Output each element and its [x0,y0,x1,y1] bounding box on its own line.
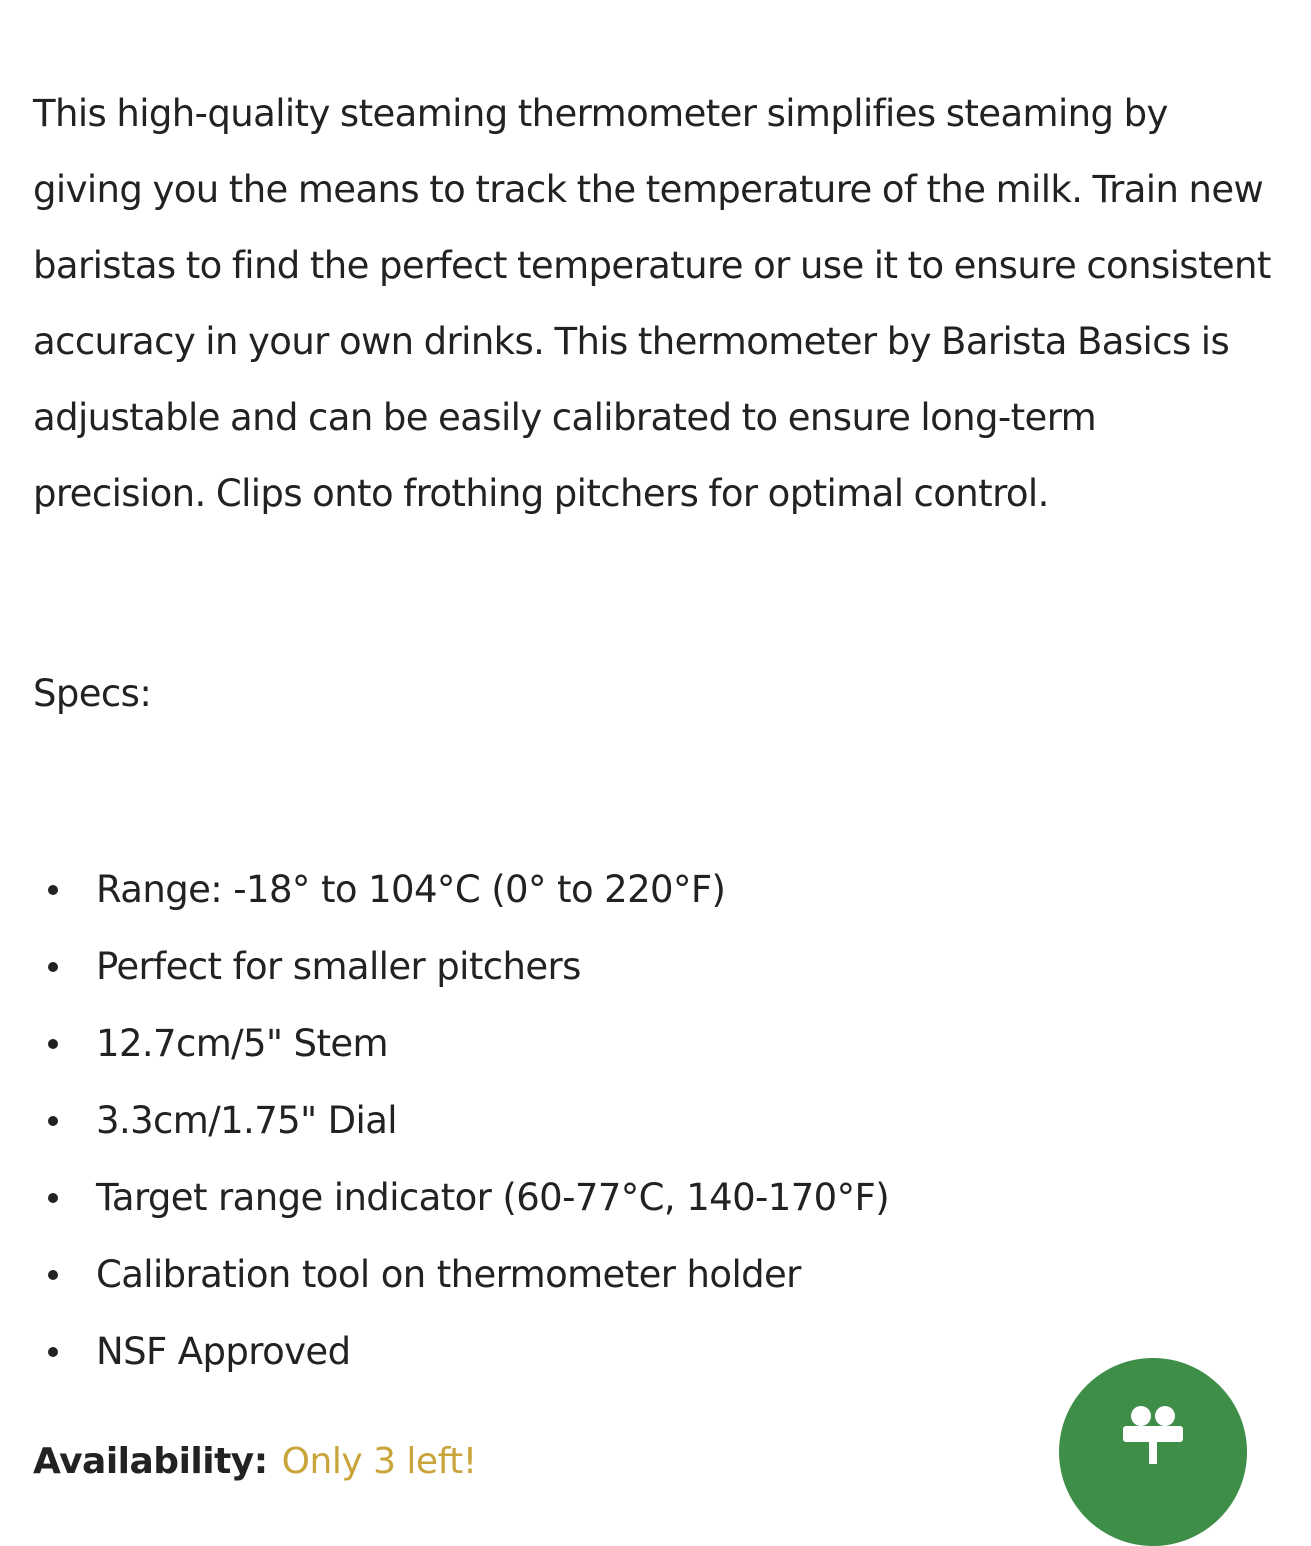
specs-list [33,851,889,1390]
spec-item [33,851,889,928]
bullet-icon [48,1193,58,1203]
spec-item [33,1159,889,1236]
bullet-icon [48,962,58,972]
specs-heading: Specs: [33,672,152,715]
bullet-icon [48,885,58,895]
product-description: This high-quality steaming thermometer simplifies steaming by giving you the means to track the temperature of the milk. Train new baristas to find the perfect temperature or use it to ensure consistent accuracy in your own drinks. This thermometer by Barista Basics is adjustable and can be easily calibrated to ensure long-term precision. Clips onto frothing pitchers for optimal control. [33,92,1271,515]
spec-item-text: NSF Approved [96,1330,351,1373]
spec-item [33,1082,889,1159]
bullet-icon [48,1116,58,1126]
spec-item [33,1236,889,1313]
spec-item [33,1005,889,1082]
gift-icon [1119,1404,1187,1464]
gift-button[interactable] [1059,1358,1247,1546]
spec-item-text: 3.3cm/1.75" Dial [96,1099,397,1142]
availability-value: Only 3 left! [281,1441,477,1482]
spec-item-text: 12.7cm/5" Stem [96,1022,388,1065]
spec-item [33,928,889,1005]
product-details [33,76,1273,1482]
availability-label: Availability: [33,1441,268,1482]
bullet-icon [48,1270,58,1280]
availability [33,1436,477,1488]
spec-item-text: Target range indicator (60-77°C, 140-170°F) [96,1176,890,1219]
spec-item [33,1313,889,1390]
spec-item-text: Perfect for smaller pitchers [96,945,581,988]
spec-item-text: Range: -18° to 104°C (0° to 220°F) [96,868,726,911]
spec-item-text: Calibration tool on thermometer holder [96,1253,801,1296]
bullet-icon [48,1039,58,1049]
bullet-icon [48,1347,58,1357]
